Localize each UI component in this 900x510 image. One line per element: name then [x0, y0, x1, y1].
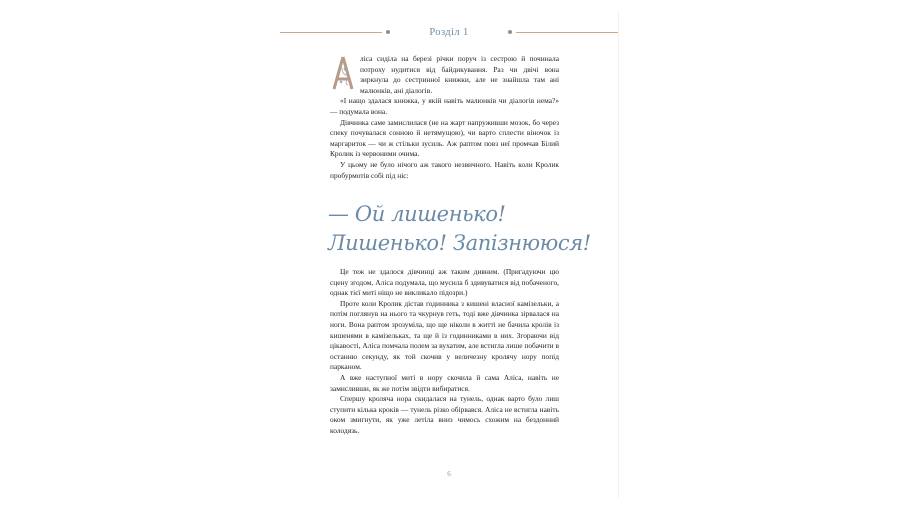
exclamation-line-1: — Ой лишенько! — [328, 202, 506, 226]
paragraph-1 — [330, 54, 559, 96]
paragraph-2: «І нащо здалася книжка, у якій навіть малюнків чи діалогів нема?» — подумала вона. — [330, 96, 559, 116]
page-edge — [618, 10, 619, 498]
text-block-bottom — [330, 267, 559, 437]
paragraph-6: Проте коли Кролик дістав годинника з кишені власної камізельки, а потім поглянув на нього та чкурнув геть, тоді вже дівчинка зірвалася на ноги. Вона раптом зрозуміла, що ще ніколи в житті не бачила кролів із кишенями в камізельках, та ще й із годинниками в них. Згораючи від цікавості, Аліса помчала полем за вухатим, але встигла лише побачити в останню секунду, як той скочив у величезну кролячу нору попід парканом. — [330, 298, 559, 372]
dropcap — [330, 55, 356, 91]
header-dot-right — [508, 30, 512, 34]
text-block-top — [330, 54, 559, 181]
book-page — [280, 10, 618, 498]
paragraph-3: Дівчинка саме замислилася (не на жарт напруживши мозок, бо через спеку почувалася сонною й нетямущою), чи варто сплести віночок із маргариток — чи ж стільки зусиль. Аж раптом повз неї промчав Білий Кролик із червоними очима. — [330, 117, 559, 159]
paragraph-8: Спершу кроляча нора скидалася на тунель, однак варто було лиш ступити кілька кроків — тунель різко обірвався. Аліса не встигла навіть оком змигнути, як уже летіла вниз чимось схожим на бездонний колодязь. — [330, 394, 559, 435]
paragraph-4: У цьому не було нічого аж такого незвичного. Навіть коли Кролик пробурмотів собі під ніс: — [330, 159, 559, 180]
paragraph-1-text: ліса сиділа на березі річки поруч із сестрою й починала потроху нудитися від байдикування. Раз чи двічі вона зиркнула до сестринної книжки, але не знайшла там ані малюнків, ані діалогів. — [360, 54, 559, 95]
paragraph-5: Це теж не здалося дівчинці аж таким дивним. (Пригадуючи цю сцену згодом, Аліса подумала, що мусила б здивуватися від побаченого, однак тієї миті ніщо не викликало підозри.) — [330, 267, 559, 298]
chapter-title: Розділ 1 — [429, 27, 469, 38]
header-rule-left — [280, 32, 382, 33]
paragraph-7: А вже наступної миті в нору скочила й сама Аліса, навіть не замисливши, як же потім звідти вибиратися. — [330, 372, 559, 393]
page-number: 6 — [447, 470, 451, 478]
header-dot-left — [386, 30, 390, 34]
dropcap-ornament-icon — [330, 55, 356, 91]
chapter-header — [280, 26, 618, 40]
exclamation-quote — [328, 200, 591, 258]
exclamation-line-2: Лишенько! Запізнююся! — [328, 231, 591, 255]
header-rule-right — [516, 32, 618, 33]
